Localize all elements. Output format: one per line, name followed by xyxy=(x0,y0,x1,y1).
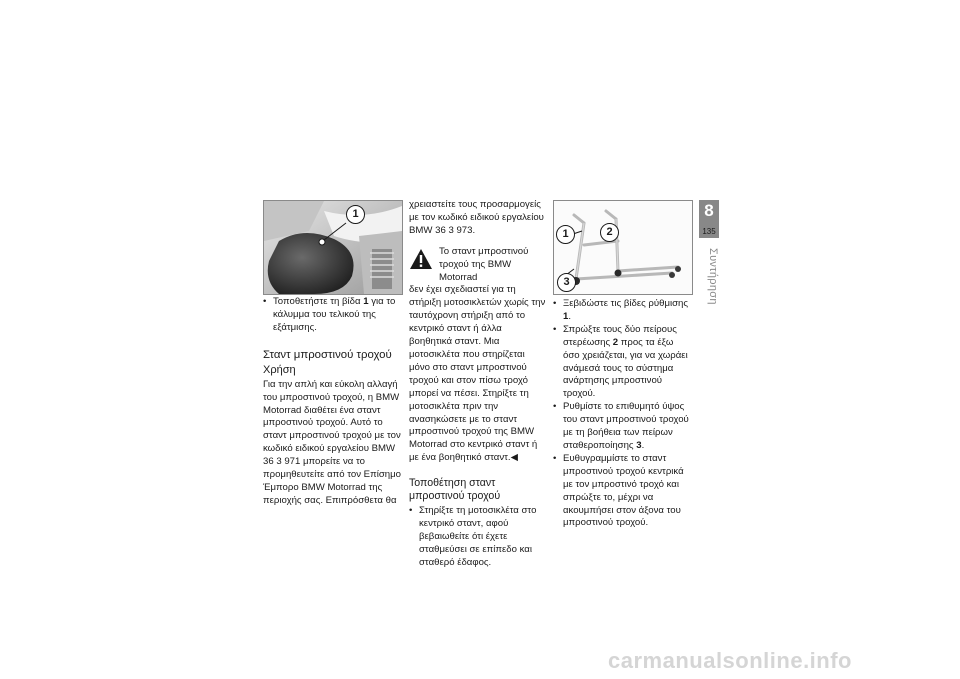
column-3 xyxy=(553,298,691,530)
callout-3: 3 xyxy=(557,273,576,292)
list-item: • Ξεβιδώστε τις βίδες ρύθμισης 1. xyxy=(553,298,691,324)
warning-text: δεν έχει σχεδιαστεί για τη στήριξη μοτοσικλετών χωρίς την ταυτόχρονη στήριξη από το κεντρικό σταντ ή άλλα βοηθητικά σταντ. Μια μοτοσικλέτα που στηρίζεται μόνο στο σταντ μπροστινού τροχού και στον πίσω τροχό μπορεί να πέσει. Στηρίξτε τη μοτοσικλέτα πριν την ανασηκώσετε με το σταντ μπροστινού τροχού της BMW Motorrad στο κεντρικό σταντ ή με ένα βοηθητικό σταντ. xyxy=(409,284,546,464)
bullet-list xyxy=(263,296,401,335)
warning-block xyxy=(409,246,547,285)
page-number: 135 xyxy=(702,227,716,236)
section-title: Σταντ μπροστινού τροχού xyxy=(263,348,392,361)
paragraph-continued: χρειαστείτε τους προσαρμογείς με τον κωδικό ειδικού εργαλείου BMW 36 3 973. xyxy=(409,199,544,236)
chapter-title: Συντήρηση xyxy=(707,248,719,305)
warning-icon xyxy=(409,248,435,275)
list-item: • Ρυθμίστε το επιθυμητό ύψος του σταντ μπροστινού τροχού με τη βοήθεια των πείρων σταθεροποίησης 3. xyxy=(553,401,691,453)
list-item: • Σπρώξτε τους δύο πείρους στερέωσης 2 προς τα έξω όσο χρειάζεται, για να χωράει ανάμεσά τους το σύστημα ανάρτησης μπροστινού τροχού. xyxy=(553,324,691,401)
list-item: • Στηρίξτε τη μοτοσικλέτα στο κεντρικό σταντ, αφού βεβαιωθείτε ότι έχετε σταθμεύσει σε επίπεδο και σταθερό έδαφος. xyxy=(409,505,547,570)
exhaust-screw-photo xyxy=(263,200,403,295)
bullet-list xyxy=(553,298,691,530)
end-mark: ◀ xyxy=(510,452,518,464)
exhaust-illustration xyxy=(264,201,402,294)
paragraph: Για την απλή και εύκολη αλλαγή του μπροστινού τροχού, η BMW Motorrad διαθέτει ένα σταντ μπροστινού τροχού. Αυτό το σταντ μπροστινού τροχού με τον κωδικό ειδικού εργαλείου BMW 36 3 971 μπορείτε να το προμηθευτείτε από τον Επίσημο Έμπορο BMW Motorrad της περιοχής σας. Επιπρόσθετα θα xyxy=(263,378,401,506)
bullet-list xyxy=(409,505,547,570)
chapter-number: 8 xyxy=(704,201,714,220)
subsection-title-mount: Τοποθέτηση σταντ μπροστινού τροχού xyxy=(409,477,501,503)
front-wheel-stand-photo xyxy=(553,200,693,295)
column-2 xyxy=(409,199,547,570)
callout-1: 1 xyxy=(346,205,365,224)
watermark: carmanualsonline.info xyxy=(608,648,852,673)
warning-text-first: Το σταντ μπροστινού τροχού της BMW Motorrad xyxy=(439,245,529,283)
callout-1: 1 xyxy=(556,225,575,244)
column-1 xyxy=(263,296,401,508)
list-item: • Ευθυγραμμίστε το σταντ μπροστινού τροχού κεντρικά με τον μπροστινό τροχό και σπρώξτε το, μέχρι να ακουμπήσει στον άξονα του μπροστινού τροχού. xyxy=(553,453,691,530)
subsection-title: Χρήση xyxy=(263,363,296,376)
callout-2: 2 xyxy=(600,223,619,242)
list-item: • Τοποθετήστε τη βίδα 1 για το κάλυμμα του τελικού της εξάτμισης. xyxy=(263,296,401,335)
